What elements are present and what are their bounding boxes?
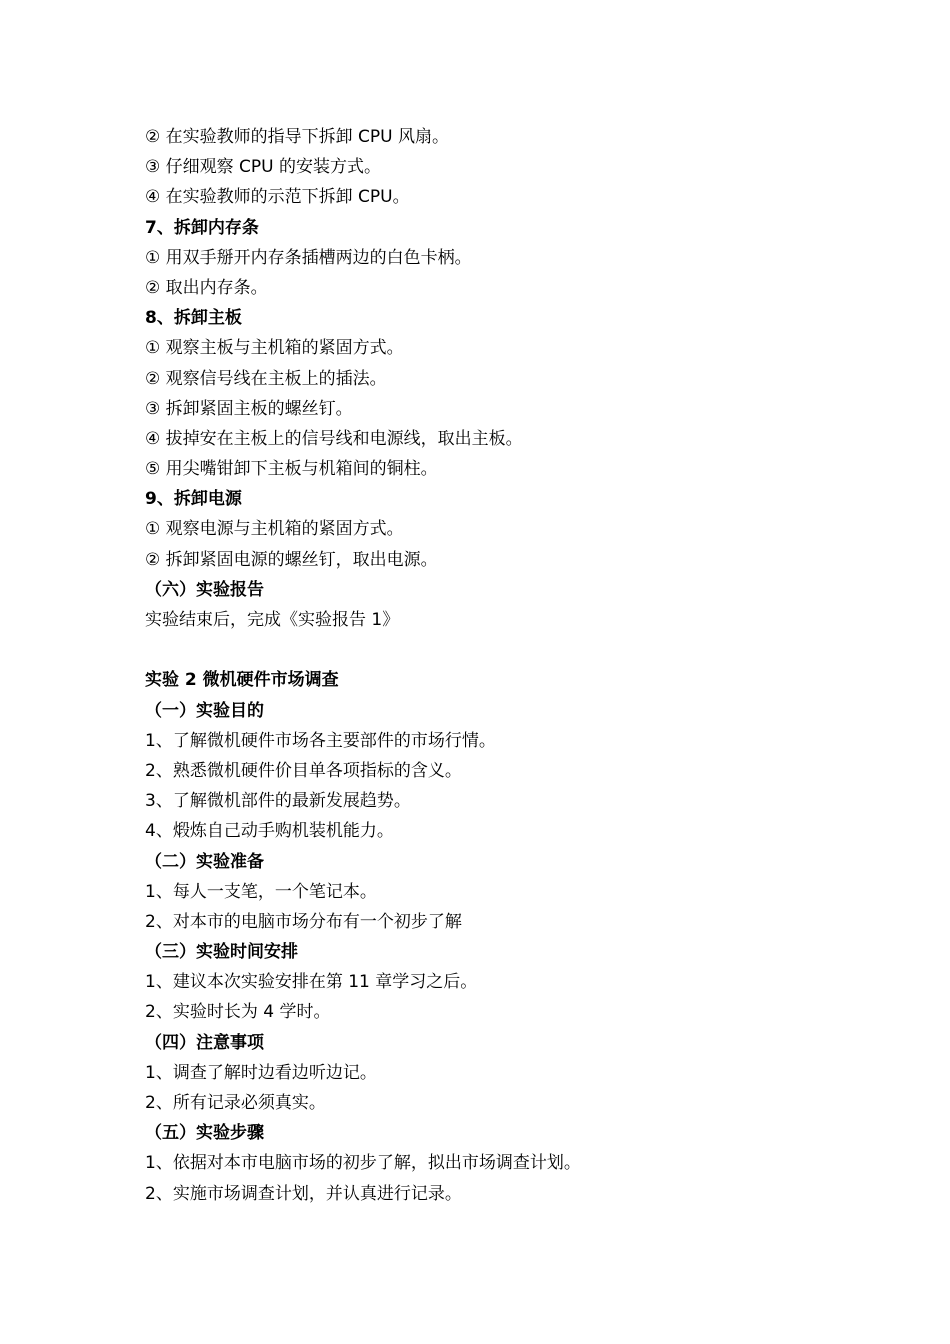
paragraph-line: ① 用双手掰开内存条插槽两边的白色卡柄。: [145, 247, 472, 268]
paragraph-line: 1、了解微机硬件市场各主要部件的市场行情。: [145, 730, 496, 751]
paragraph-line: 1、建议本次实验安排在第 11 章学习之后。: [145, 972, 478, 993]
section-heading: 9、拆卸电源: [145, 489, 242, 510]
section-heading: （一）实验目的: [145, 700, 264, 721]
paragraph-line: ③ 仔细观察 CPU 的安装方式。: [145, 157, 382, 178]
paragraph-line: 2、熟悉微机硬件价目单各项指标的含义。: [145, 760, 462, 781]
paragraph-line: 3、了解微机部件的最新发展趋势。: [145, 791, 411, 812]
paragraph-line: ② 在实验教师的指导下拆卸 CPU 风扇。: [145, 127, 450, 147]
paragraph-line: 4、煅炼自己动手购机装机能力。: [145, 821, 394, 842]
paragraph-line: ② 观察信号线在主板上的插法。: [145, 368, 387, 389]
paragraph-line: 2、实验时长为 4 学时。: [145, 1002, 331, 1023]
paragraph-line: ① 观察主板与主机箱的紧固方式。: [145, 338, 404, 359]
section-heading: 8、拆卸主板: [145, 308, 242, 329]
paragraph-line: 1、依据对本市电脑市场的初步了解，拟出市场调查计划。: [145, 1153, 581, 1174]
paragraph-line: 2、实施市场调查计划，并认真进行记录。: [145, 1183, 462, 1204]
section-heading: 实验 2 微机硬件市场调查: [145, 670, 339, 691]
blank-line: [145, 635, 845, 665]
paragraph-line: ② 取出内存条。: [145, 277, 268, 298]
section-heading: （四）注意事项: [145, 1032, 264, 1053]
paragraph-line: ② 拆卸紧固电源的螺丝钉，取出电源。: [145, 549, 438, 570]
section-heading: 7、拆卸内存条: [145, 217, 259, 238]
paragraph-line: 1、调查了解时边看边听边记。: [145, 1062, 377, 1083]
section-heading: （二）实验准备: [145, 851, 264, 872]
paragraph-line: ③ 拆卸紧固主板的螺丝钉。: [145, 398, 353, 419]
paragraph-line: 1、每人一支笔，一个笔记本。: [145, 881, 377, 902]
section-heading: （三）实验时间安排: [145, 942, 298, 963]
paragraph-line: ④ 拔掉安在主板上的信号线和电源线，取出主板。: [145, 428, 523, 449]
paragraph-line: 2、所有记录必须真实。: [145, 1093, 326, 1113]
paragraph-line: 2、对本市的电脑市场分布有一个初步了解: [145, 911, 462, 932]
document-page: [145, 122, 845, 1209]
paragraph-line: 实验结束后，完成《实验报告 1》: [145, 610, 400, 630]
section-heading: （六）实验报告: [145, 579, 264, 600]
paragraph-line: ⑤ 用尖嘴钳卸下主板与机箱间的铜柱。: [145, 459, 438, 480]
paragraph-line: ① 观察电源与主机箱的紧固方式。: [145, 519, 404, 540]
section-heading: （五）实验步骤: [145, 1123, 264, 1144]
paragraph-line: ④ 在实验教师的示范下拆卸 CPU。: [145, 187, 410, 208]
